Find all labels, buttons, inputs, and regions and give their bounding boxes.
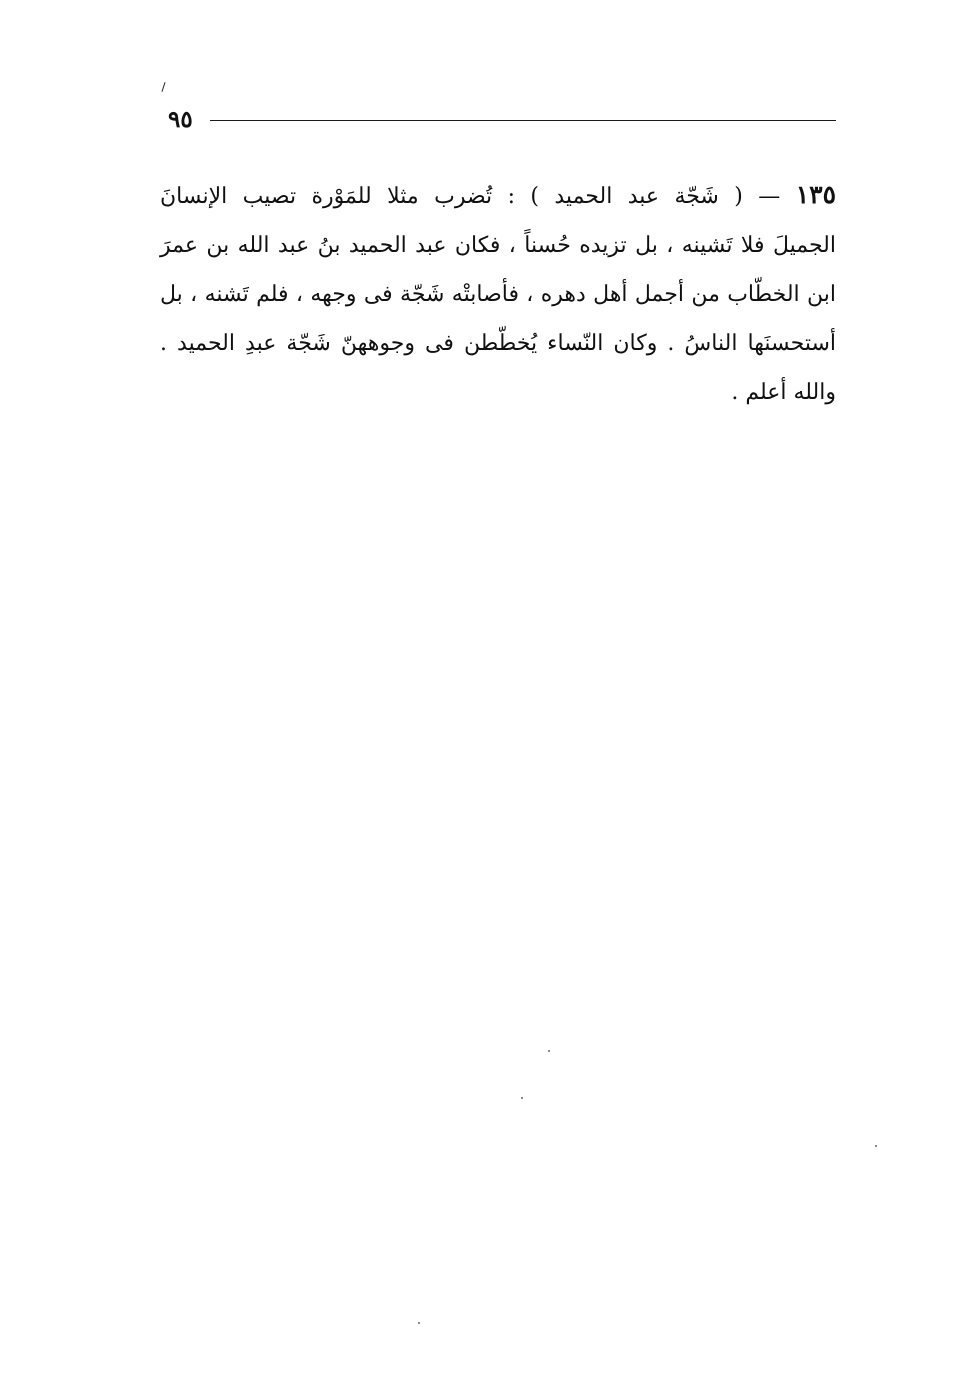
entry-line-2: الجميلَ فلا تَشينه ، بل تزيده حُسناً ، فكان عبد الحميد بنُ عبد الله بن عمرَ [160,233,836,258]
entry-line-4: أستحسنَها الناسُ . وكان النّساء يُخطّطن فى وجوههنّ شَجّة عبدِ الحميد . [160,331,836,356]
entry-line-5: والله أعلم . [731,380,836,405]
entry-text-line-1: ( شَجّة عبد الحميد ) : تُضرب مثلا للمَوْرة تصيب الإنسانَ [160,184,743,209]
scan-speck [875,1145,877,1147]
entry-dash: — [758,184,781,209]
entry-line-1 [160,170,836,221]
margin-tick-mark [161,82,165,92]
page-number: ٩٥ [168,106,193,133]
entry-number: ١٣٥ [795,180,837,209]
scan-speck [548,1050,550,1052]
page-header [160,106,836,134]
header-rule [210,120,836,121]
entry-line-3: ابن الخطّاب من أجمل أهل دهره ، فأصابتْه شَجّة فى وجهه ، فلم تَشنه ، بل [160,282,836,307]
entry-paragraph [160,170,836,417]
scan-speck [521,1097,523,1099]
scan-speck [418,1322,420,1324]
